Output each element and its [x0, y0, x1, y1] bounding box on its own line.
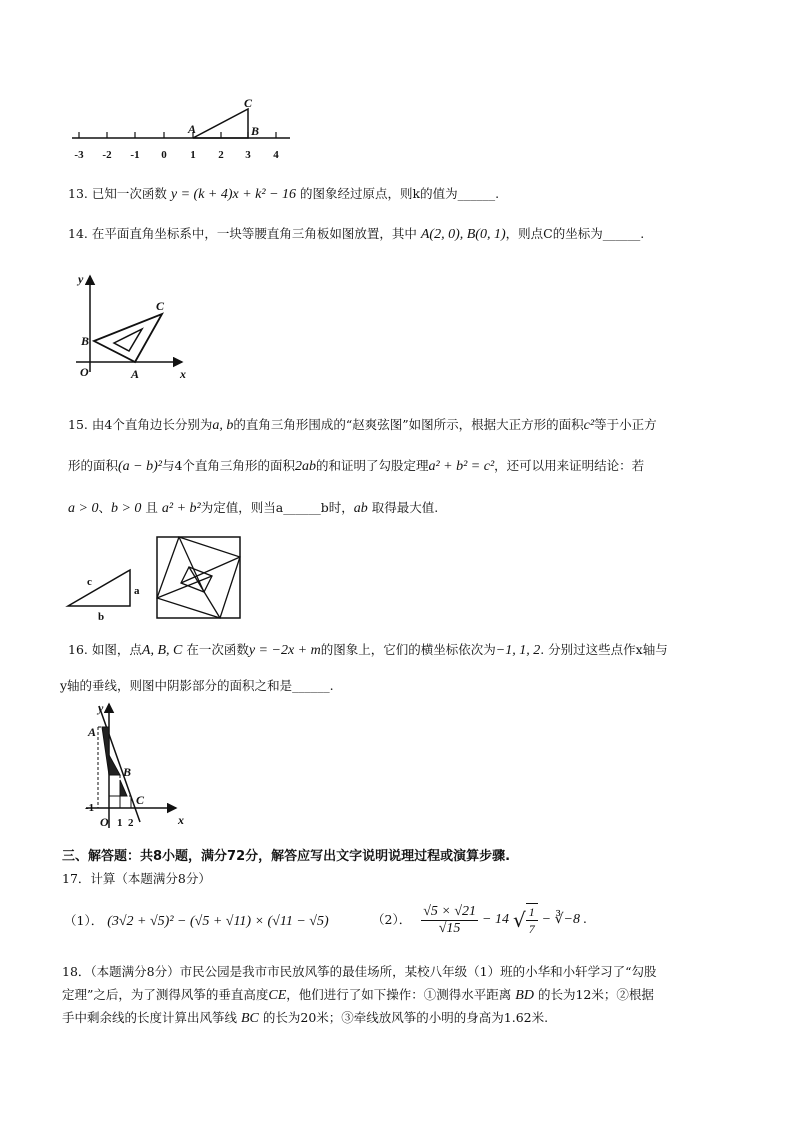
- tick-label: 0: [161, 149, 167, 161]
- shaded-triangle-b: [109, 755, 120, 775]
- question-text: 的长为12米；②根据: [537, 987, 654, 1002]
- formula: (a − b)²: [118, 459, 162, 474]
- right-triangle-figure: [64, 560, 154, 626]
- question-number: 16.: [68, 642, 88, 657]
- section-heading: 三、解答题：共8小题，满分72分，解答应写出文字说明说理过程或演算步骤.: [62, 849, 511, 864]
- point-label-b: B: [251, 124, 260, 138]
- question-text: 定理”之后，为了测得风筝的垂直高度: [62, 987, 269, 1002]
- answer-blank[interactable]: ______: [602, 226, 641, 241]
- side-label-a: a: [134, 585, 140, 597]
- point-label-c: C: [244, 96, 253, 110]
- outer-square: [157, 537, 240, 618]
- linear-function-figure: [80, 700, 190, 834]
- question-number: 13.: [68, 186, 88, 201]
- right-triangle: [68, 570, 130, 606]
- formula: CE: [268, 988, 287, 1003]
- question-text: 为定值，则当a: [200, 500, 284, 515]
- question-15-line-2: [68, 458, 644, 475]
- number-line-figure: [68, 95, 298, 165]
- question-17-part-1: [64, 913, 329, 930]
- question-text: 如图，点: [91, 642, 142, 657]
- axis-label-x: x: [180, 367, 186, 381]
- question-text: ，他们进行了如下操作：①测得水平距离: [286, 987, 512, 1002]
- question-text: 等于小正方: [594, 417, 657, 432]
- question-number: 14.: [68, 226, 88, 241]
- question-15-line-1: [68, 417, 657, 434]
- formula: A, B, C: [141, 643, 183, 658]
- tick-label: 2: [218, 149, 224, 161]
- formula: A(2, 0), B(0, 1): [420, 227, 506, 242]
- sqrt-sign: √: [512, 908, 526, 932]
- punctuation: .: [495, 186, 500, 201]
- formula: BD: [515, 988, 534, 1003]
- question-16-line-2: [60, 678, 334, 694]
- formula: c²: [583, 418, 595, 433]
- tick-label: -3: [74, 149, 84, 161]
- fraction: [421, 904, 478, 937]
- formula: y = −2x + m: [248, 643, 321, 658]
- fraction-denominator: √15: [438, 920, 461, 936]
- question-18-line-1: 18．（本题满分8分）市民公园是我市市民放风筝的最佳场所，某校八年级（1）班的小华和小轩学习了“勾股: [62, 964, 657, 979]
- formula: a > 0: [68, 501, 99, 516]
- formula: a² + b² = c²: [428, 459, 495, 474]
- question-text: 的长为20米；③牵线放风筝的小明的身高为1.62米.: [262, 1010, 549, 1025]
- point-label-a: A: [188, 122, 197, 136]
- fraction: [526, 903, 538, 937]
- question-number: 15.: [68, 417, 88, 432]
- tick-label: 1: [190, 149, 196, 161]
- origin-label: O: [80, 365, 89, 379]
- side-label-b: b: [98, 611, 105, 623]
- part-label: （2）．: [372, 912, 412, 927]
- formula: a, b: [212, 418, 234, 433]
- triangle-outer: [94, 314, 162, 362]
- question-text: 在一次函数: [186, 642, 249, 657]
- question-text: 与4个直角三角形的面积: [161, 458, 295, 473]
- tick-label: 4: [273, 149, 279, 161]
- side-label-c: c: [87, 576, 92, 588]
- question-14: [68, 226, 644, 243]
- tick-label: 3: [245, 149, 251, 161]
- punctuation: .: [640, 226, 645, 241]
- point-label-b: B: [123, 765, 132, 779]
- part-label: （1）．: [64, 913, 104, 928]
- question-text: . 分别过这些点作x轴与: [540, 642, 668, 657]
- question-text: 且: [145, 500, 158, 515]
- question-text: 的图象经过原点，则k的值为: [300, 186, 458, 201]
- answer-blank[interactable]: ______: [292, 678, 330, 693]
- question-text: 的图象上，它们的横坐标依次为: [320, 642, 496, 657]
- tick-label: -2: [102, 149, 112, 161]
- question-text: 形的面积: [68, 458, 119, 473]
- question-17-part-2: [372, 903, 587, 943]
- shaded-triangle-a: [102, 727, 109, 775]
- formula: 2ab: [294, 459, 316, 474]
- fraction-numerator: √5 × √21: [423, 903, 477, 919]
- question-15-line-3: [68, 500, 438, 517]
- question-13: [68, 186, 499, 203]
- formula: b > 0: [110, 501, 142, 516]
- unit-square: [109, 796, 120, 808]
- question-text: 手中剩余线的长度计算出风筝线: [62, 1010, 238, 1025]
- question-text: 的和证明了勾股定理: [315, 458, 429, 473]
- axis-label-y: y: [78, 272, 84, 286]
- origin-label: O: [100, 815, 109, 829]
- punctuation: .: [329, 678, 334, 693]
- formula: ab: [353, 501, 368, 516]
- axis-label-y: y: [98, 701, 104, 715]
- point-label-c: C: [136, 793, 145, 807]
- formula: (3√2 + √5)² − (√5 + √11) × (√11 − √5): [107, 914, 329, 929]
- point-label-a: A: [131, 367, 140, 381]
- question-16-line-1: [68, 642, 668, 659]
- question-text: 由4个直角边长分别为: [91, 417, 213, 432]
- formula: a² + b²: [161, 501, 201, 516]
- fraction-numerator: 1: [526, 904, 538, 921]
- point-label-a: A: [88, 725, 97, 739]
- coordinate-triangle-figure: [70, 266, 200, 386]
- answer-blank[interactable]: ______: [283, 500, 321, 515]
- tick-label-2: 2: [128, 817, 134, 829]
- point-label-c: C: [156, 299, 165, 313]
- inner-big-square: [157, 537, 240, 618]
- tick-label-1: 1: [117, 817, 123, 829]
- question-text: 的直角三角形围成的“赵爽弦图”如图所示，根据大正方形的面积: [233, 417, 584, 432]
- question-18-line-3: [62, 1010, 548, 1027]
- formula: −1, 1, 2: [495, 643, 541, 658]
- question-text: ，还可以用来证明结论：若: [494, 458, 645, 473]
- formula: − 14: [482, 912, 509, 927]
- question-text: 取得最大值.: [371, 500, 439, 515]
- formula: y = (k + 4)x + k² − 16: [170, 187, 297, 202]
- formula: − ∛−8 .: [541, 912, 587, 927]
- question-18-line-2: [62, 987, 654, 1004]
- question-text: 已知一次函数: [91, 186, 167, 201]
- question-17-title: 17．计算（本题满分8分）: [62, 871, 211, 886]
- axis-label-x: x: [178, 813, 184, 827]
- point-label-b: B: [81, 334, 90, 348]
- question-text: 、: [98, 500, 111, 515]
- question-text: b时，: [320, 500, 354, 515]
- question-text: 在平面直角坐标系中，一块等腰直角三角板如图放置，其中: [91, 226, 417, 241]
- answer-blank[interactable]: ______: [457, 186, 496, 201]
- formula: BC: [241, 1011, 259, 1026]
- zhao-shuang-diagram: [154, 534, 244, 622]
- tick-label-neg1: -1: [85, 802, 95, 814]
- fraction-denominator: 7: [528, 922, 535, 936]
- question-text: ，则点C的坐标为: [505, 226, 603, 241]
- question-text: y轴的垂线，则图中阴影部分的面积之和是: [60, 678, 293, 693]
- tick-label: -1: [130, 149, 140, 161]
